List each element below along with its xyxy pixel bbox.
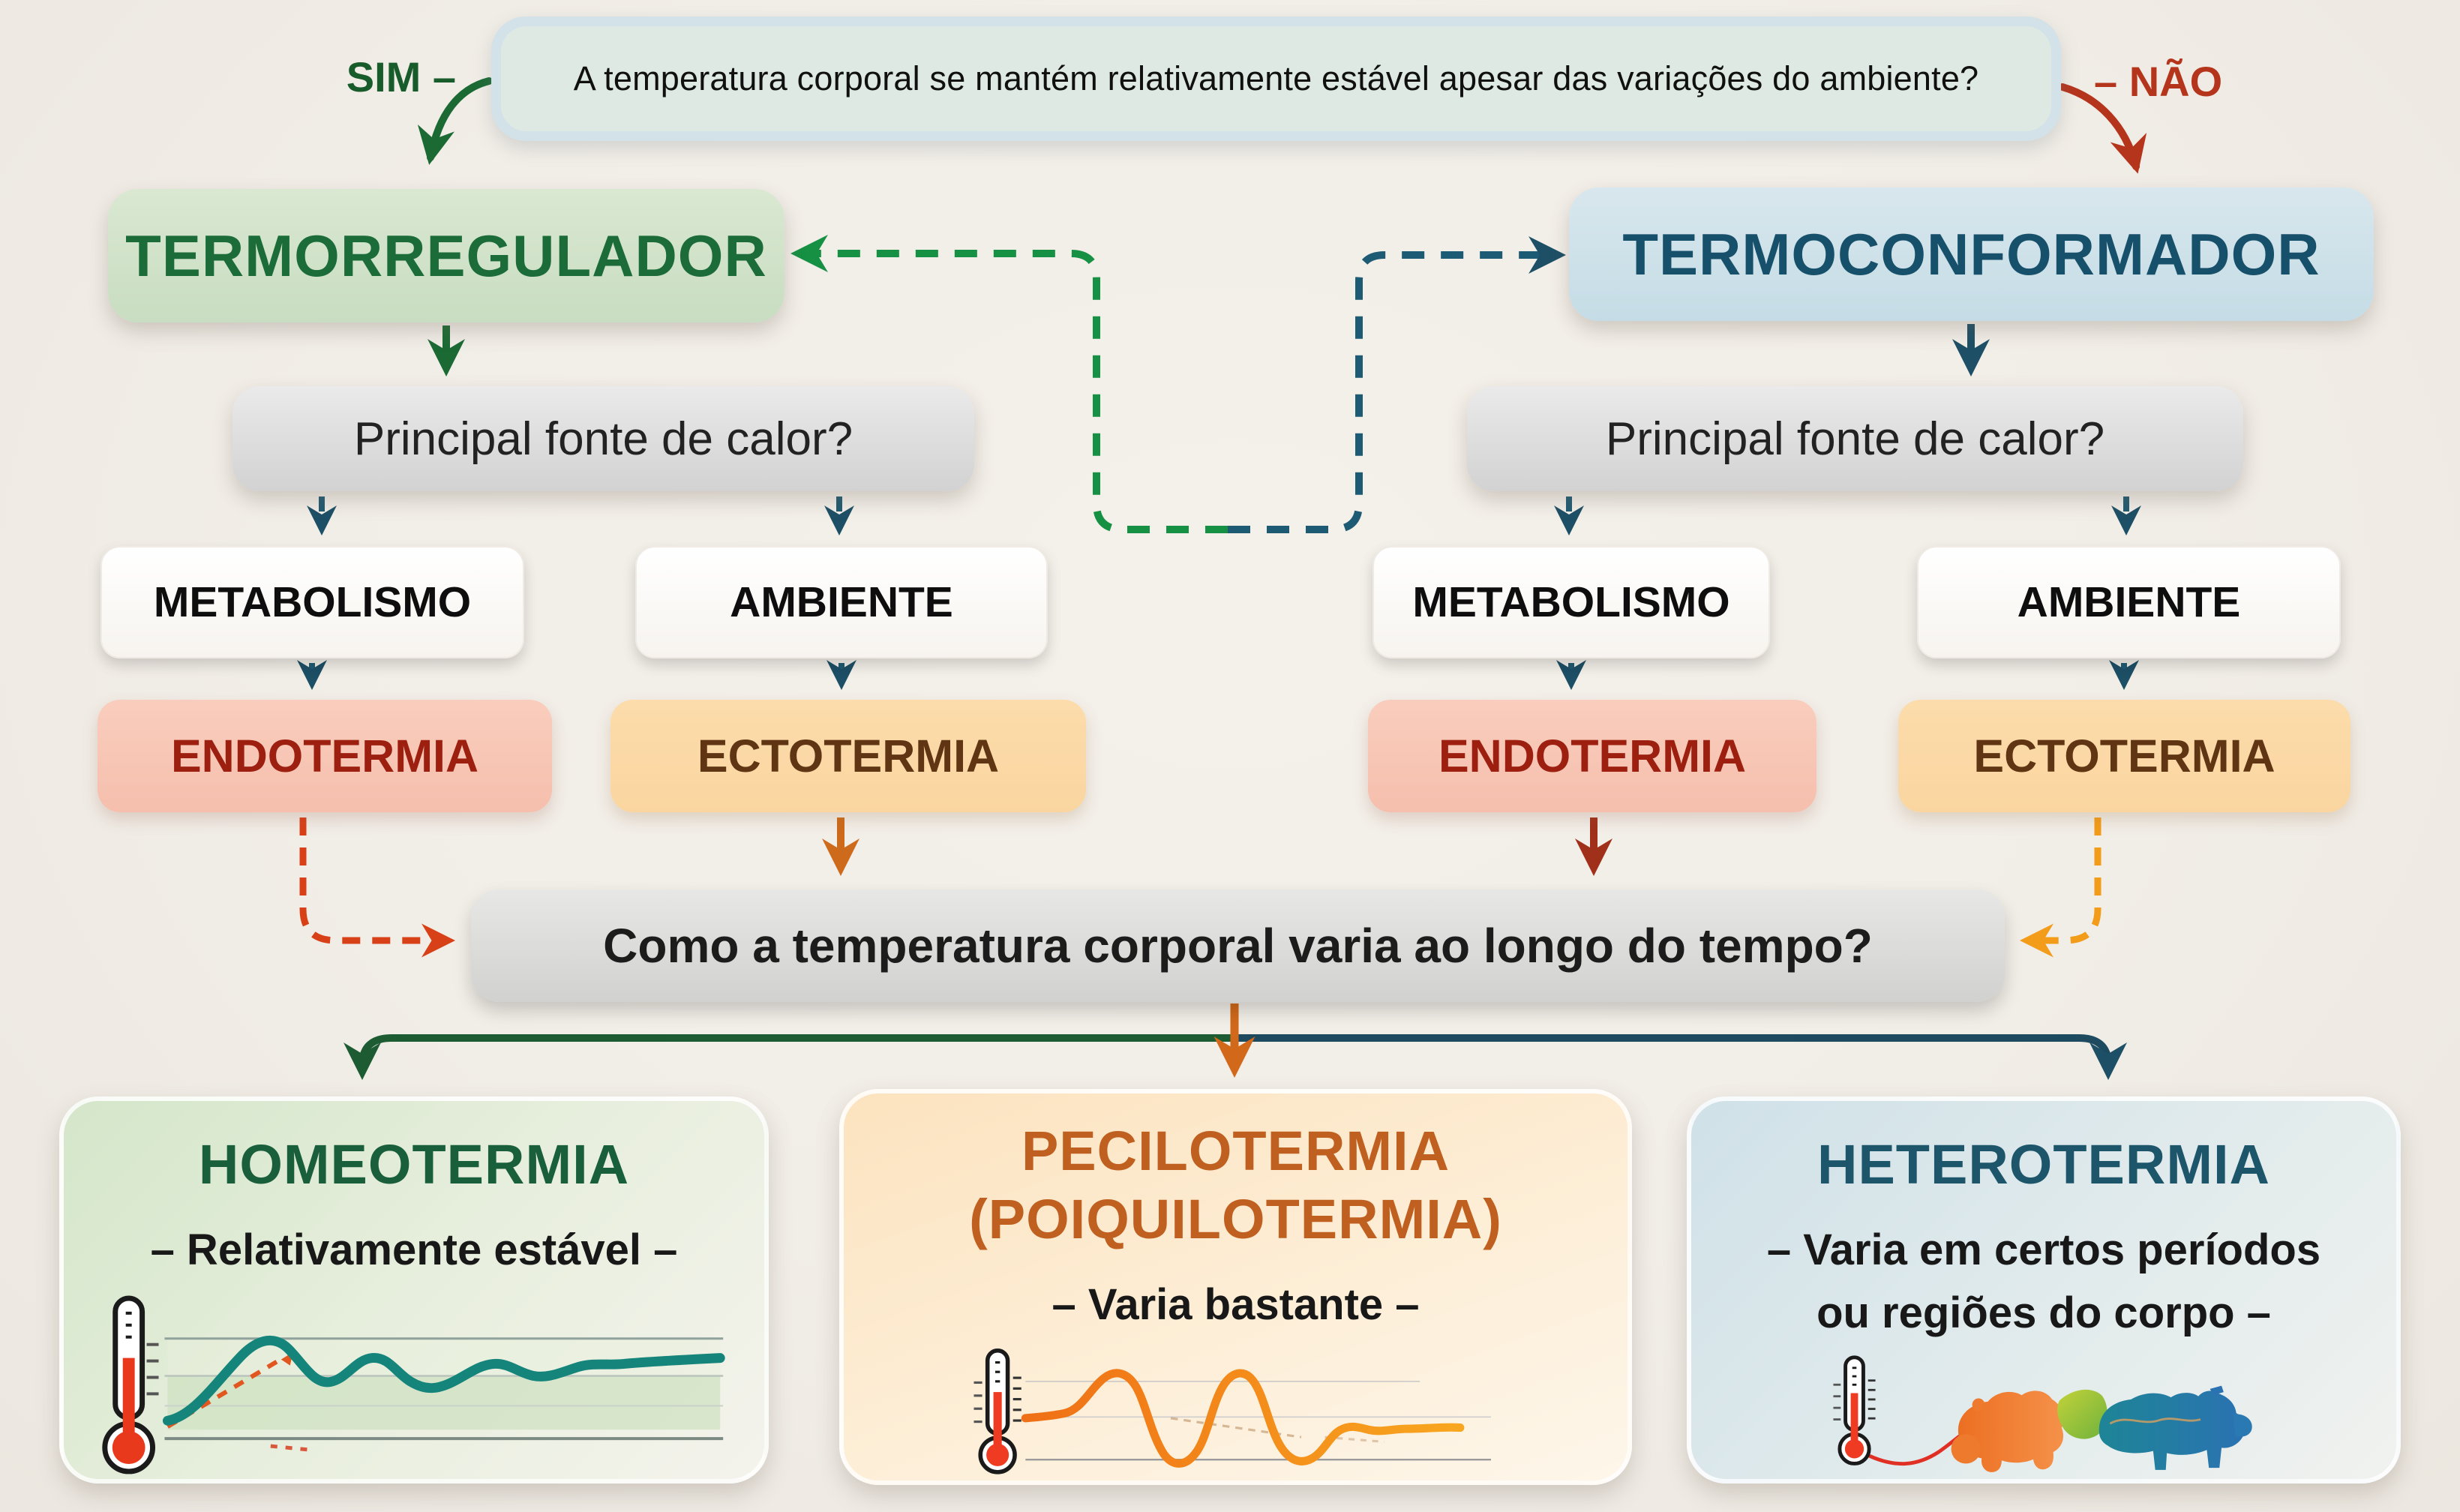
homeothermy-subtitle: – Relativamente estável – (150, 1226, 678, 1274)
poikilothermy-card (839, 1089, 1632, 1485)
yes-branch-label: SIM – (346, 52, 456, 100)
arrow-variation-to-homeothermy (362, 1038, 1234, 1072)
poikilothermy-subtitle: – Varia bastante – (1052, 1280, 1420, 1329)
two-tone-animal-silhouette-icon (1736, 1355, 2351, 1479)
heat-source-question-left: Principal fonte de calor? (232, 386, 974, 491)
arrow-ectothermy-right-to-variation (2026, 818, 2098, 940)
animal-front-orange (1952, 1391, 2064, 1473)
variation-question-box: Como a temperatura corporal varia ao longo do tempo? (471, 890, 2005, 1002)
heat-source-question-right: Principal fonte de calor? (1467, 386, 2243, 491)
thermometer-icon (974, 1351, 1021, 1472)
stable-temperature-wave-icon (92, 1292, 736, 1479)
heterothermy-card (1687, 1096, 2401, 1484)
poikilothermy-title-line2: (POIQUILOTERMIA) (969, 1188, 1502, 1250)
homeothermy-title: HOMEOTERMIA (198, 1133, 630, 1196)
metabolism-box-left: METABOLISMO (100, 546, 524, 658)
thermoregulator-box: TERMORREGULADOR (108, 189, 784, 322)
main-question-inner (501, 26, 2051, 131)
main-question-text: A temperatura corporal se mantém relativamente estável apesar das variações do ambiente? (573, 59, 1979, 98)
endothermy-box-right: ENDOTERMIA (1368, 700, 1816, 812)
metabolism-box-right: METABOLISMO (1372, 546, 1770, 658)
main-question-box (491, 16, 2061, 141)
ectothermy-box-left: ECTOTERMIA (610, 700, 1086, 812)
thermometer-icon (1833, 1358, 1875, 1464)
environment-box-left: AMBIENTE (635, 546, 1048, 658)
endothermy-box-left: ENDOTERMIA (98, 700, 552, 812)
thermometer-icon (105, 1298, 159, 1472)
heterothermy-subtitle-line1: – Varia em certos períodos (1766, 1226, 2321, 1274)
animal-rear-blue (2099, 1386, 2252, 1470)
arrow-endothermy-left-to-variation (303, 818, 448, 940)
poikilothermy-title-line1: PECILOTERMIA (1021, 1120, 1450, 1182)
thermoconformer-box: TERMOCONFORMADOR (1569, 188, 2374, 321)
large-temperature-wave-icon (898, 1347, 1574, 1480)
homeothermy-card (59, 1096, 769, 1484)
heterothermy-title: HETEROTERMIA (1817, 1133, 2270, 1196)
arrow-variation-to-heterothermy (1234, 1038, 2108, 1072)
no-branch-label: – NÃO (2094, 57, 2223, 105)
environment-box-right: AMBIENTE (1917, 546, 2341, 658)
heterothermy-subtitle-line2: ou regiões do corpo – (1816, 1288, 2271, 1338)
ectothermy-box-right: ECTOTERMIA (1898, 700, 2350, 812)
heterothermy-subtitle (1767, 1219, 2320, 1345)
